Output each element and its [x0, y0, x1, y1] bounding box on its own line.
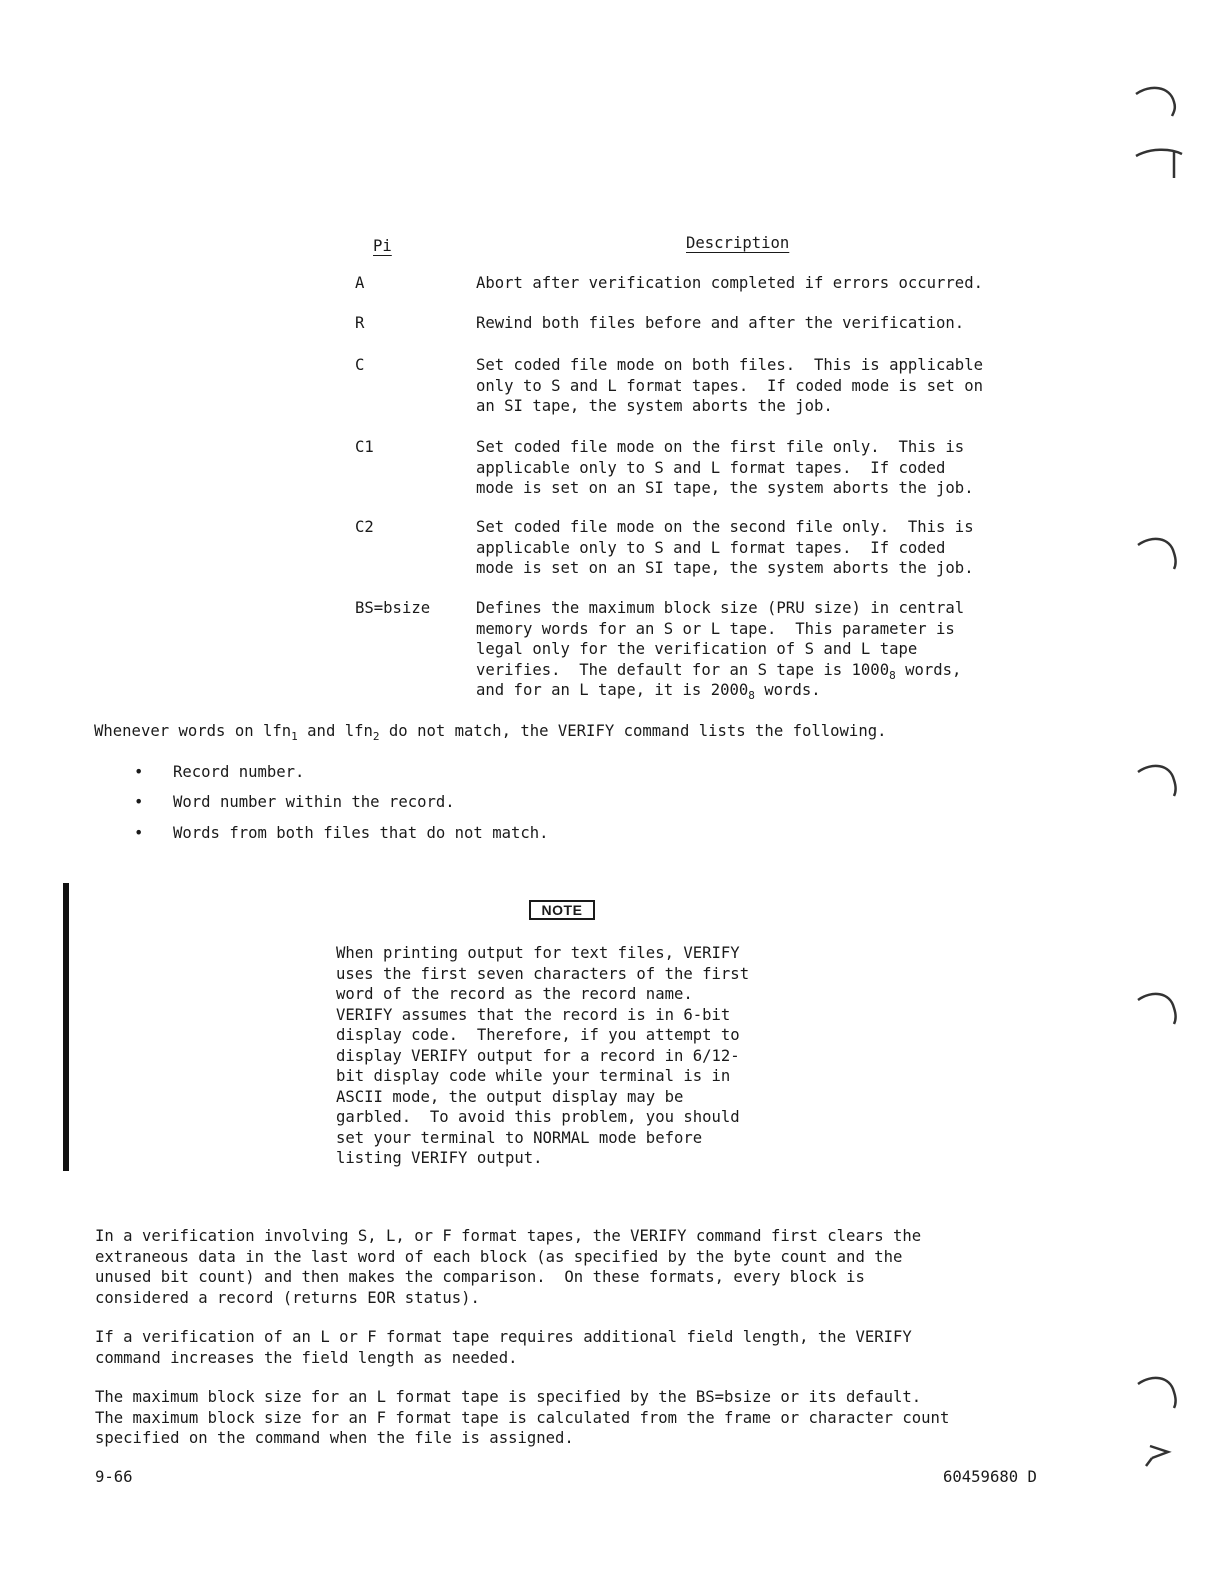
paragraph: If a verification of an L or F format tape requires additional field length, the VERIFY command increases the field length as needed.: [95, 1328, 912, 1367]
binder-hole-mark: [1130, 1372, 1190, 1412]
binder-hole-mark: [1130, 1432, 1190, 1472]
parameter-description: Set coded file mode on the first file only. This is applicable only to S and L format tapes. If coded mode is set on an SI tape, the system aborts the job.: [476, 438, 974, 497]
binder-hole-mark: [1130, 533, 1190, 573]
page-number: 9-66: [95, 1468, 133, 1486]
paragraph: The maximum block size for an L format tape is specified by the BS=bsize or its default. The maximum block size for an F format tape is calculated from the frame or character count specified on the command when the file is assigned.: [95, 1388, 950, 1447]
parameter-name: C: [355, 356, 365, 374]
intro-sentence: Whenever words on lfn$_1$ and lfn$_2$ do not match, the VERIFY command lists the following.: [94, 722, 887, 743]
parameter-name: C1: [355, 438, 374, 456]
parameter-description: Set coded file mode on the second file only. This is applicable only to S and L format tapes. If coded mode is set on an SI tape, the system aborts the job.: [476, 518, 974, 577]
bullet-icon: •: [134, 824, 144, 842]
parameter-name: R: [355, 314, 365, 332]
parameter-description: Defines the maximum block size (PRU size) in central memory words for an S or L tape. This parameter is legal only for the verification of S and L tape verifies. The default for an S tape is $1000_8$ words, and for an L tape, it is $2000_8$ words.: [476, 599, 965, 702]
binder-hole-mark: [1130, 82, 1190, 122]
parameter-name: A: [355, 274, 365, 292]
paragraph: In a verification involving S, L, or F format tapes, the VERIFY command first clears the extraneous data in the last word of each block (as specified by the byte count and the unused bit count) and then makes the comparison. On these formats, every block is considered a record (returns EOR status).: [95, 1227, 922, 1307]
parameter-name: BS=bsize: [355, 599, 431, 617]
parameter-name: C2: [355, 518, 374, 536]
bullet-icon: •: [134, 793, 144, 811]
change-bar: [63, 883, 69, 1171]
bullet-icon: •: [134, 763, 144, 781]
note-label: NOTE: [529, 900, 595, 920]
parameter-description: Rewind both files before and after the verification.: [476, 314, 965, 332]
parameter-description: Abort after verification completed if errors occurred.: [476, 274, 983, 292]
binder-hole-mark: [1130, 988, 1190, 1028]
table-header-description: Description: [686, 234, 790, 252]
table-header-parameter: Pi: [373, 237, 392, 255]
note-text: When printing output for text files, VERIFY uses the first seven characters of the first word of the record as the record name. VERIFY assumes that the record is in 6-bit display code. Therefore, if you attempt to display VERIFY output for a record in 6/12- bit display code while your terminal is in ASCII mode, the output display may be garbled. To avoid this problem, you should set your terminal to NORMAL mode before listing VERIFY output.: [336, 944, 750, 1167]
binder-hole-mark: [1130, 760, 1190, 800]
parameter-description: Set coded file mode on both files. This is applicable only to S and L format tapes. If coded mode is set on an SI tape, the system aborts the job.: [476, 356, 983, 415]
document-number: 60459680 D: [943, 1468, 1037, 1486]
binder-hole-mark: [1130, 142, 1190, 182]
